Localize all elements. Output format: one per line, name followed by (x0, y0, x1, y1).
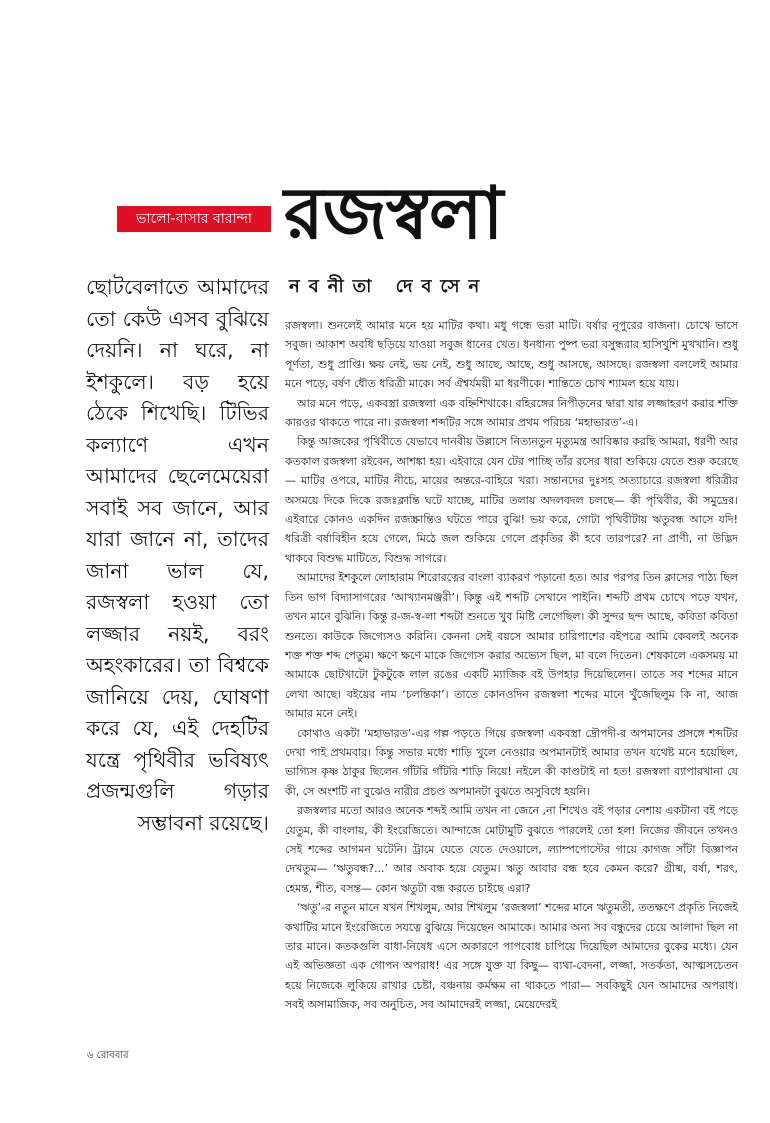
article-paragraph: রজস্বলা। শুনলেই আমার মনে হয় মাটির কথা। মধু গন্ধে ভরা মাটি। বর্ষার নূপুরের বাজনা। চোখে ভাসে সবুজ। আকাশ অবধি ছড়িয়ে যাওয়া সবুজ ধানের খেত। ধনধান্য পুষ্প ভরা বসুন্ধরার হাসিখুশি মুখখানি। শুধু পূর্ণতা, শুধু প্রাপ্তি। ক্ষয় নেই, ভয় নেই, শুধু আছে, আছে, শুধু আসছে, আসছে। রজস্বলা বললেই আমার মনে পড়ে, বর্ষণ ধৌত ধরিত্রী মাকে। সর্ব ঐশ্বর্যময়ী মা ধরণীকে। শান্তিতে চোখ শ্যামল হয়ে যায়। (285, 319, 738, 391)
article-paragraph: আমাদের ইশকুলে লোহারাম শিরোরত্নের বাংলা ব্যাকরণ পড়ানো হত। আর পরপর তিন ক্লাসের পাঠ্য ছিল তিন ভাগ বিদ্যাসাগরের ‘আখ্যানমঞ্জরী’। কিন্তু এই শব্দটি সেখানে পাইনি। শব্দটি প্রথম চোখে পড়ে যখন, তখন মানে বুঝিনি। কিন্তু র-জ-স্ব-লা শব্দটা শুনতে খুব মিষ্টি লেগেছিল। কী সুন্দর ছন্দ আছে, কবিতা কবিতা শুনতে। কাউকে জিগ্যেসও করিনি। কেননা সেই বয়সে আমার চারিপাশের বইপত্রে আমি কেবলই অনেক শক্ত শক্ত শব্দ পেতুম। ক্ষণে ক্ষণে মাকে জিগ্যেস করার অভ্যেস ছিল, মা বলে দিতেন। শেষকালে একসময় মা আমাকে ছোটখাটো টুকটুকে লাল রঙের একটি ম্যাজিক বই উপহার দিয়েছিলেন। তাতে সব শব্দের মানে লেখা আছে। বইয়ের নাম ‘চলন্তিকা’। তাতে কোনওদিন রজস্বলা শব্দের মানে খুঁজেছিলুম কি না, আজ আমার মনে নেই। (285, 571, 738, 721)
article-paragraph: আর মনে পড়ে, একবস্ত্রা রজস্বলা এক বহ্নিশিখাকে। বহিরঙ্গের নিপীড়নের দ্বারা যার লজ্জাহরণ করার শক্তি কারওর থাকতে পারে না। রজস্বলা শব্দটির সঙ্গে আমার প্রথম পরিচয় ‘মহাভারত’-এ। (285, 396, 738, 430)
page-folio: ৬ রোববার (87, 1050, 129, 1061)
article-body (285, 316, 738, 1015)
article-paragraph: কোথাও একটা ‘মহাভারত’-এর গল্প পড়তে গিয়ে রজস্বলা একবস্ত্রা দ্রৌপদী-র অপমানের প্রসঙ্গে শব্দটির দেখা পাই প্রথমবার। কিন্তু সভার মধ্যে শাড়ি খুলে নেওয়ার অপমানটাই আমার তখন যথেষ্ট মনে হয়েছিল, ভাগ্যিস কৃষ্ণ ঠাকুর ছিলেন গাঁটরি গাঁটরি শাড়ি নিয়ে! নইলে কী কাণ্ডটাই না হত! রজস্বলা ব্যাপারখানা যে কী, সে অংশটি না বুঝেও নারীর প্রচণ্ড অপমানটা বুঝতে অসুবিধে হয়নি। (285, 726, 738, 798)
article-paragraph: কিন্তু আজকের পৃথিবীতে যেভাবে দানবীয় উল্লাসে নিত্যনতুন মৃত্যুমন্ত্র আবিষ্কার করছি আমরা, ধরণী আর কতকাল রজস্বলা রইবেন, আশঙ্কা হয়। এইবারে যেন টের পাচ্ছি তাঁর রসের ধারা শুকিয়ে যেতে শুরু করেছে— মাটির ওপরে, মাটির নীচে, মায়ের অন্তরে-বাহিরে খরা। সন্তানদের দুঃসহ অত্যাচারে রজস্বলা ধরিত্রীর অসময়ে দিকে দিকে রজঃক্লান্তি ঘটে যাচ্ছে, মাটির তলায় অদলবদল চলছে— কী পৃথিবীর, কী সমুদ্রের। এইবারে কোনও একদিন রজস্ক্রান্তিও ঘটতে পারে বুঝি! ভয় করে, গোটা পৃথিবীটায় ঋতুবন্ধ আসে যদি! ধরিত্রী বর্ষাবিহীন হয়ে গেলে, মিঠে জল শুকিয়ে গেলে প্রকৃতির কী হবে তারপরে? না প্রাণী, না উদ্ভিদ থাকবে বিশুদ্ধ মাটিতে, বিশুদ্ধ সাগরে। (285, 435, 738, 565)
section-tag: ভালো-বাসার বারান্দা (117, 206, 271, 232)
article-paragraph: ‘ঋতু’-র নতুন মানে যখন শিখলুম, আর শিখলুম ‘রজস্বলা’ শব্দের মানে ঋতুমতী, ততক্ষণে প্রকৃতি নিজেই কথাটির মানে ইংরেজিতে সযত্নে বুঝিয়ে দিয়েছেন আমাকে। আমার অন্য সব বন্ধুদের চেয়ে আলাদা ছিল না তার মানে। কতকগুলি বাধা-নিষেধ এসে অকারণে পাপবোধ চাপিয়ে দিয়েছিল আমাদের বুকের মধ্যে। যেন এই অভিজ্ঞতা এক গোপন অপরাধ! এর সঙ্গে যুক্ত যা কিছু— ব্যথা-বেদনা, লজ্জা, সতর্কতা, আত্মসচেতন হয়ে নিজেকে লুকিয়ে রাখার চেষ্টা, বঞ্চনায় কর্মক্ষম না থাকতে পারা— সবকিছুই যেন আমাদের অপরাধ। সবই অসামাজিক, সব অনুচিত, সব আমাদেরই লজ্জা, মেয়েদেরই (285, 901, 738, 1012)
author-byline: নবনীতা দেবসেন (289, 276, 489, 297)
headline: রজস্বলা (284, 171, 503, 255)
article-paragraph: রজস্বলার মতো আরও অনেক শব্দই আমি তখন না জেনে ,না শিখেও বই পড়ার নেশায় একটানা বই পড়ে যেতুম, কী বাংলায়, কী ইংরেজিতে। আন্দাজে মোটামুটি বুঝতে পারলেই তো হল! নিজের জীবনে তখনও সেই শব্দের আগমন ঘটেনি। ট্রামে যেতে যেতে দেওয়ালে, ল্যাম্পপোস্টের গায়ে কাগজ সাঁটা বিজ্ঞাপন দেখতুম— ‘ঋতুবন্ধ?...’ আর অবাক হয়ে যেতুম। ঋতু আবার বন্ধ হবে কেমন করে? গ্রীষ্ম, বর্ষা, শরৎ, হেমন্ত, শীত, বসন্ত— কোন ঋতুটা বন্ধ করতে চাইছে এরা? (285, 804, 738, 895)
pull-quote: ছোটবেলাতে আমাদের তো কেউ এসব বুঝিয়ে দেয়নি। না ঘরে, না ইশকুলে। বড় হয়ে ঠেকে শিখেছি। টিভির কল্যাণে এখন আমাদের ছেলেমেয়েরা সবাই সব জানে, আর যারা জানে না, তাদের জানা ভাল যে, রজস্বলা হওয়া তো লজ্জার নয়ই, বরং অহংকারের। তা বিশ্বকে জানিয়ে দেয়, ঘোষণা করে যে, এই দেহটির যন্ত্রে পৃথিবীর ভবিষ্যৎ প্রজন্মগুলি গড়ার সম্ভাবনা রয়েছে। (86, 275, 269, 835)
